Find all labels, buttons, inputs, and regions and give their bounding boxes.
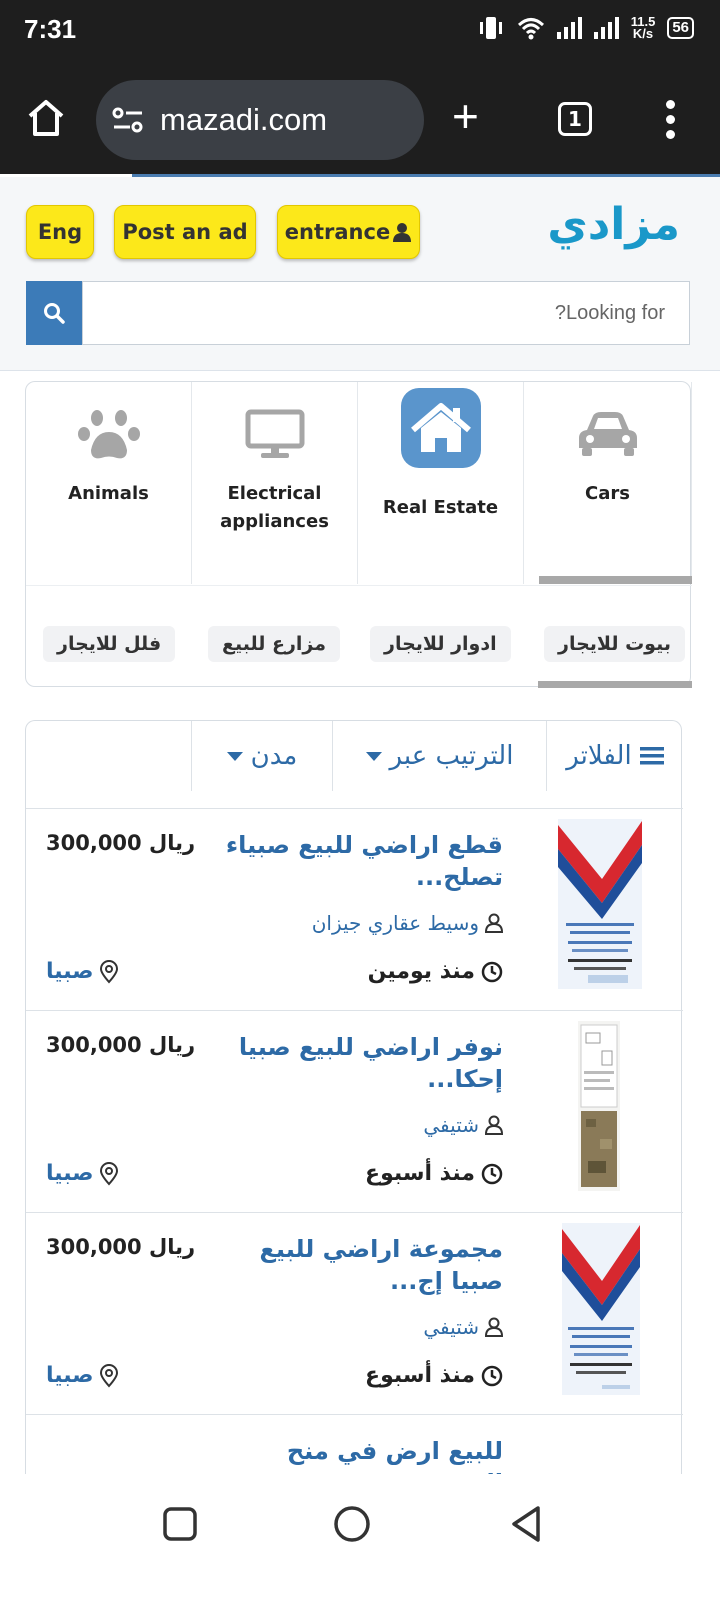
subcategory-scroll-indicator [538,681,692,688]
subcategory-villas-rent[interactable]: فلل للايجار [43,626,175,662]
listing-title[interactable]: قطع اراضي للبيع صبياء تصلح... [225,831,503,891]
location-pin-icon [99,1162,119,1186]
site-logo[interactable]: مزادي [547,199,680,250]
network-speed: 11.5 K/s [630,14,656,41]
listing-title[interactable]: مجموعة اراضي للبيع صبيا إج... [259,1235,503,1295]
wifi-icon [517,16,545,40]
post-ad-button[interactable]: Post an ad [114,205,256,259]
listing-seller-name: شتيفي [423,1315,479,1339]
clock-icon [481,1365,503,1387]
category-label: Cars [585,483,630,504]
listing-city [46,1363,119,1388]
search-button[interactable] [26,281,82,345]
subcategory-floors-rent[interactable]: ادوار للايجار [370,626,511,662]
tab-switcher-button[interactable]: 1 [558,102,592,136]
entrance-button[interactable] [277,205,420,259]
cities-dropdown[interactable] [191,721,332,791]
listing-seller-name: وسيط عقاري جيزان [311,911,479,935]
listing-seller[interactable] [423,1113,503,1137]
recent-apps-icon[interactable] [158,1502,202,1546]
house-icon [401,388,481,468]
listing-time-text: منذ أسبوع [365,1161,475,1186]
monitor-icon [235,394,315,474]
chevron-down-icon [366,752,382,761]
address-bar[interactable] [96,80,424,160]
home-circle-icon[interactable] [330,1502,374,1546]
filters-button[interactable] [546,721,683,791]
user-outline-icon [485,1317,503,1337]
category-panel [25,381,691,687]
listing-price: 300,000 ريال [46,1235,196,1259]
system-navigation-bar [0,1474,720,1600]
status-bar [0,0,720,62]
browser-toolbar [0,62,720,174]
category-electrical-appliances[interactable] [192,382,358,584]
listing-city [46,1161,119,1186]
search-icon [43,302,65,324]
listing-time-text: منذ يومين [367,959,475,984]
listing-item[interactable] [26,809,683,1011]
listing-time [368,959,503,984]
status-icons [477,16,694,40]
subcategory-houses-rent[interactable]: بيوت للايجار [544,626,685,662]
category-cars[interactable] [524,382,692,584]
user-icon [392,222,412,242]
listing-city-text: صبيا [46,1161,94,1186]
subcategory-bar [26,585,692,688]
list-icon [640,746,664,766]
sort-label: الترتيب عبر [389,741,514,771]
listing-title[interactable]: نوفر اراضي للبيع صبيا إحكا... [238,1033,503,1093]
listing-time-text: منذ أسبوع [365,1363,475,1388]
listing-thumbnail[interactable] [562,1223,640,1395]
category-label: Electrical appliances [220,483,329,532]
url-text: mazadi.com [160,102,328,137]
entrance-label: entrance [284,220,391,244]
back-icon[interactable] [504,1502,548,1546]
language-button[interactable]: Eng [26,205,94,259]
category-real-estate[interactable] [358,382,524,584]
category-label: Real Estate [382,497,499,518]
category-scroll-indicator [539,576,692,584]
listing-city-text: صبيا [46,1363,94,1388]
user-outline-icon [485,1115,503,1135]
user-outline-icon [485,913,503,933]
listing-seller[interactable] [312,911,503,935]
status-time: 7:31 [24,14,77,44]
battery-indicator: 56 [667,17,694,39]
listing-item[interactable] [26,1011,683,1213]
cities-label: مدن [250,741,298,771]
listing-city-text: صبيا [46,959,94,984]
chevron-down-icon [227,752,243,761]
search-input[interactable] [82,281,690,345]
location-pin-icon [99,960,119,984]
browser-menu-icon[interactable] [664,100,678,145]
clock-icon [481,961,503,983]
signal-icon [557,17,582,39]
listing-title[interactable]: للبيع ارض في منح [286,1437,503,1465]
filter-bar [26,721,683,809]
clock-icon [481,1163,503,1185]
vibrate-icon [477,16,505,40]
listing-thumbnail[interactable] [578,1021,620,1191]
subcategory-farms-sale[interactable]: مزارع للبيع [208,626,340,662]
listings-panel [25,720,682,1480]
listing-time [365,1161,503,1186]
paw-icon [69,394,149,474]
new-tab-button[interactable]: + [452,90,479,142]
home-icon[interactable] [24,96,68,140]
signal-icon-2 [594,17,619,39]
category-label: Animals [68,483,149,504]
search-bar [26,281,690,345]
listing-item[interactable] [26,1213,683,1415]
listing-thumbnail[interactable] [558,819,642,989]
listing-city [46,959,119,984]
listing-seller[interactable] [423,1315,503,1339]
category-animals[interactable] [26,382,192,584]
listing-price: 300,000 ريال [46,1033,196,1057]
filters-label: الفلاتر [566,741,632,771]
site-header [0,177,720,371]
sort-dropdown[interactable] [332,721,546,791]
listing-seller-name: شتيفي [423,1113,479,1137]
site-settings-icon[interactable] [112,106,144,134]
location-pin-icon [99,1364,119,1388]
car-icon [568,394,648,474]
listing-time [365,1363,503,1388]
listing-price: 300,000 ريال [46,831,196,855]
